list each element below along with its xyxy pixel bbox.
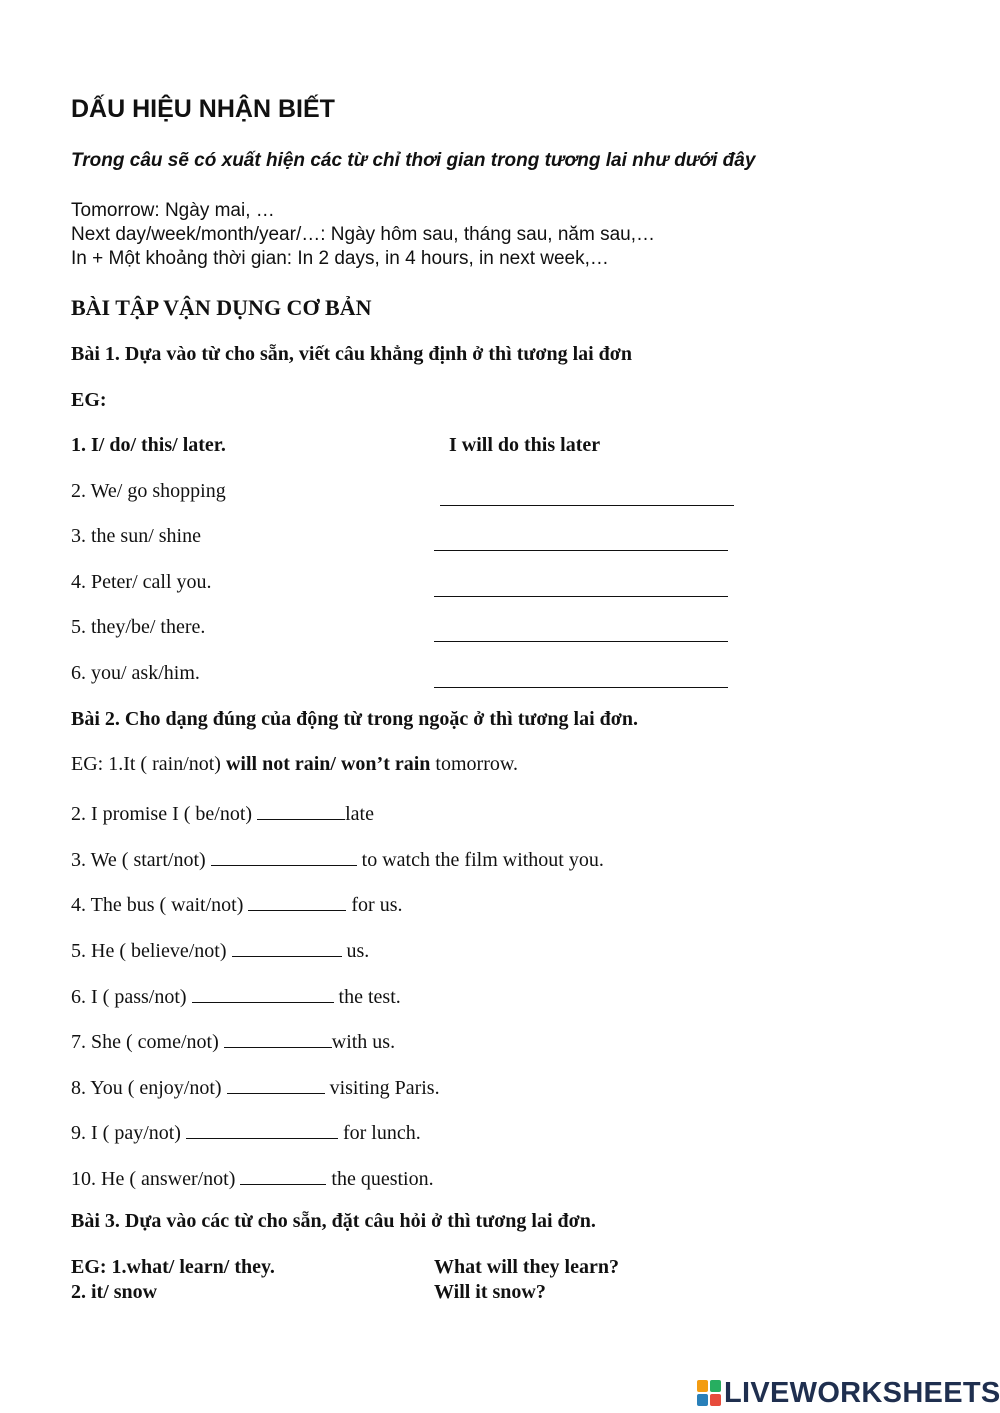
item-text: 5. He ( believe/not) <box>71 940 232 962</box>
intro-text: Trong câu sẽ có xuất hiện các từ chỉ thơi gian trong tương lai như dưới đây <box>71 150 756 171</box>
item-text: for lunch. <box>337 1122 421 1144</box>
item-text: the question. <box>326 1168 434 1190</box>
answer-blank[interactable] <box>440 485 734 511</box>
exercise-1-item: 4. Peter/ call you. <box>71 571 212 593</box>
exercise-1-item: 3. the sun/ shine <box>71 525 201 547</box>
item-text: to watch the film without you. <box>356 849 604 871</box>
answer-blank[interactable] <box>257 799 345 820</box>
item-text: with us. <box>331 1031 396 1053</box>
example-text: EG: 1.It ( rain/not) <box>71 753 226 775</box>
exercise-2-item <box>71 890 403 917</box>
exercise-2-item <box>71 845 604 872</box>
item-text: 8. You ( enjoy/not) <box>71 1077 227 1099</box>
item-text: the test. <box>333 986 401 1008</box>
answer-blank[interactable] <box>232 936 342 957</box>
exercise-2-item <box>71 936 369 963</box>
example-answer: I will do this later <box>449 434 601 456</box>
answer-blank[interactable] <box>434 621 728 647</box>
example-answer: will not rain/ won’t rain <box>225 753 431 775</box>
answer-blank[interactable] <box>240 1164 326 1185</box>
exercise-2-item <box>71 982 401 1009</box>
example-label: EG: <box>71 389 107 411</box>
item-text: 4. The bus ( wait/not) <box>71 894 249 916</box>
item-text: for us. <box>346 894 403 916</box>
exercise-3-prompt: 2. it/ snow <box>71 1281 158 1303</box>
item-text: 7. She ( come/not) <box>71 1031 224 1053</box>
answer-blank[interactable] <box>248 890 346 911</box>
item-text: 3. We ( start/not) <box>71 849 211 871</box>
exercise-2-example <box>71 753 518 776</box>
answer-blank[interactable] <box>434 530 728 556</box>
answer-blank[interactable] <box>434 576 728 602</box>
item-text: us. <box>341 940 370 962</box>
exercise-1-item: 2. We/ go shopping <box>71 480 226 502</box>
liveworksheets-logo-icon <box>697 1380 721 1406</box>
section-title: BÀI TẬP VẬN DỤNG CƠ BẢN <box>71 295 372 320</box>
exercise-2-item <box>71 1027 395 1054</box>
liveworksheets-logo[interactable] <box>697 1378 1000 1408</box>
item-text: 9. I ( pay/not) <box>71 1122 186 1144</box>
answer-blank[interactable] <box>227 1073 325 1094</box>
example-text: tomorrow. <box>430 753 518 775</box>
item-text: visiting Paris. <box>324 1077 440 1099</box>
answer-blank[interactable] <box>211 845 357 866</box>
exercise-3-answer: What will they learn? <box>434 1256 619 1278</box>
brand-name: LIVEWORKSHEETS <box>724 1376 1000 1409</box>
signal-line: In + Một khoảng thời gian: In 2 days, in 4 hours, in next week,… <box>71 248 609 269</box>
item-text: 10. He ( answer/not) <box>71 1168 241 1190</box>
exercise-1-item: 5. they/be/ there. <box>71 616 206 638</box>
answer-blank[interactable] <box>434 667 728 693</box>
exercise-3-prompt: EG: 1.what/ learn/ they. <box>71 1256 275 1278</box>
answer-blank[interactable] <box>186 1118 338 1139</box>
signal-line: Tomorrow: Ngày mai, … <box>71 200 275 221</box>
exercise-2-item <box>71 1073 440 1100</box>
item-text: late <box>345 803 374 825</box>
item-text: 2. I promise I ( be/not) <box>71 803 258 825</box>
answer-blank[interactable] <box>192 982 334 1003</box>
page-title: DẤU HIỆU NHẬN BIẾT <box>71 95 335 123</box>
item-text: 6. I ( pass/not) <box>71 986 192 1008</box>
exercise-3-heading: Bài 3. Dựa vào các từ cho sẵn, đặt câu hỏi ở thì tương lai đơn. <box>71 1210 596 1232</box>
exercise-1-heading: Bài 1. Dựa vào từ cho sẵn, viết câu khẳng định ở thì tương lai đơn <box>71 343 633 365</box>
signal-words <box>71 199 655 271</box>
exercise-3-answer: Will it snow? <box>434 1281 546 1303</box>
exercise-2-item <box>71 1118 421 1145</box>
signal-line: Next day/week/month/year/…: Ngày hôm sau, tháng sau, năm sau,… <box>71 224 656 245</box>
exercise-2-heading: Bài 2. Cho dạng đúng của động từ trong ngoặc ở thì tương lai đơn. <box>71 708 638 730</box>
answer-blank[interactable] <box>224 1027 332 1048</box>
example-prompt: 1. I/ do/ this/ later. <box>71 434 226 456</box>
exercise-2-item <box>71 799 374 826</box>
exercise-1-item: 6. you/ ask/him. <box>71 662 200 684</box>
exercise-2-item <box>71 1164 434 1191</box>
